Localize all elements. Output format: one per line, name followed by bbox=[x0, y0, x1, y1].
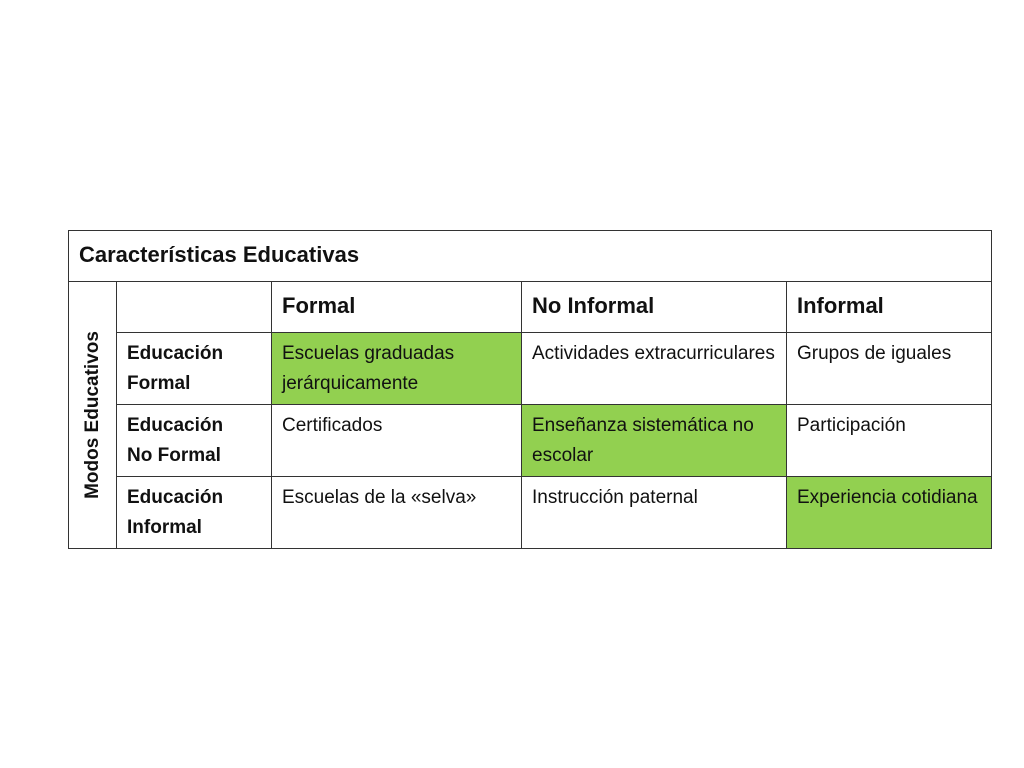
education-table bbox=[68, 230, 991, 549]
table-cell-highlighted: Experiencia cotidiana bbox=[787, 477, 992, 549]
row-header-line: Informal bbox=[127, 517, 202, 538]
side-label: Modos Educativos bbox=[81, 331, 103, 499]
row-header-line: Educación bbox=[127, 487, 224, 508]
table-title: Características Educativas bbox=[69, 231, 992, 282]
table-cell: Participación bbox=[787, 405, 992, 477]
table-cell: Grupos de iguales bbox=[787, 333, 992, 405]
row-header-line: Educación bbox=[127, 343, 224, 364]
characteristics-table bbox=[68, 230, 992, 549]
row-header bbox=[117, 405, 272, 477]
column-header-empty bbox=[117, 282, 272, 333]
column-header-informal: Informal bbox=[787, 282, 992, 333]
row-header-line: No Formal bbox=[127, 445, 221, 466]
side-label-cell bbox=[69, 282, 117, 549]
table-row-educacion-informal bbox=[69, 477, 992, 549]
table-cell-highlighted: Escuelas graduadas jerárquicamente bbox=[272, 333, 522, 405]
row-header bbox=[117, 333, 272, 405]
title-row bbox=[69, 231, 992, 282]
header-row bbox=[69, 282, 992, 333]
row-header bbox=[117, 477, 272, 549]
column-header-formal: Formal bbox=[272, 282, 522, 333]
table-cell: Instrucción paternal bbox=[522, 477, 787, 549]
table-cell: Escuelas de la «selva» bbox=[272, 477, 522, 549]
table-cell-highlighted: Enseñanza sistemática no escolar bbox=[522, 405, 787, 477]
table-row-educacion-formal bbox=[69, 333, 992, 405]
row-header-line: Educación bbox=[127, 415, 224, 436]
row-header-line: Formal bbox=[127, 373, 191, 394]
table-row-educacion-no-formal bbox=[69, 405, 992, 477]
table-cell: Actividades extracurriculares bbox=[522, 333, 787, 405]
table-cell: Certificados bbox=[272, 405, 522, 477]
column-header-no-informal: No Informal bbox=[522, 282, 787, 333]
